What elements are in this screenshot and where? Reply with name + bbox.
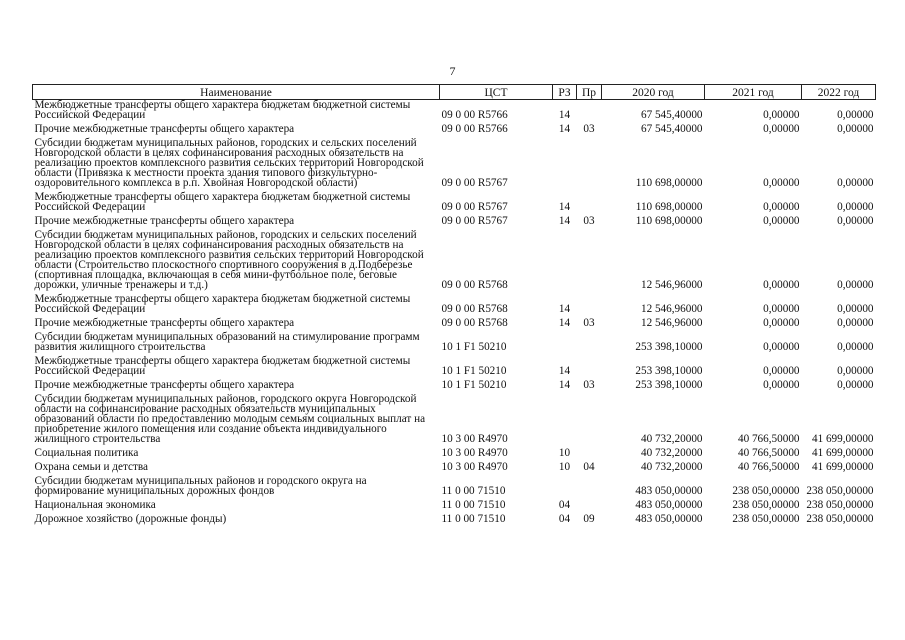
cell-y2020: 483 050,00000 (635, 485, 703, 497)
cell-y2022: 41 699,00000 (811, 447, 874, 459)
header-2022: 2022 год (802, 85, 876, 100)
table-row (33, 500, 876, 514)
cell-cst: 09 0 00 R5767 (441, 215, 508, 227)
cell-cst: 11 0 00 71510 (441, 499, 506, 511)
cell-cst: 09 0 00 R5768 (441, 303, 508, 315)
cell-rz: 14 (558, 379, 571, 391)
cell-y2022: 238 050,00000 (806, 513, 874, 525)
cell-cst: 11 0 00 71510 (441, 513, 506, 525)
cell-cst: 09 0 00 R5767 (441, 201, 508, 213)
cell-y2020: 483 050,00000 (635, 499, 703, 511)
header-2021: 2021 год (705, 85, 802, 100)
cell-cst: 10 3 00 R4970 (441, 461, 508, 473)
header-pr: Пр (577, 85, 602, 100)
cell-rz: 14 (558, 201, 571, 213)
cell-cst: 09 0 00 R5768 (441, 279, 508, 291)
cell-rz: 14 (558, 303, 571, 315)
cell-y2021: 40 766,50000 (737, 461, 800, 473)
cell-y2021: 0,00000 (763, 379, 800, 391)
cell-y2020: 12 546,96000 (640, 317, 703, 329)
cell-y2021: 40 766,50000 (737, 433, 800, 445)
cell-name: Прочие межбюджетные трансферты общего характера (34, 317, 295, 329)
cell-y2021: 0,00000 (763, 317, 800, 329)
cell-cst: 09 0 00 R5766 (441, 109, 508, 121)
cell-rz: 04 (558, 499, 571, 511)
table-row (33, 380, 876, 394)
cell-name: Межбюджетные трансферты общего характера бюджетам бюджетной системы Российской Федерации (34, 293, 411, 315)
cell-pr (577, 332, 602, 356)
cell-y2021: 0,00000 (763, 365, 800, 377)
cell-y2021: 238 050,00000 (732, 499, 800, 511)
cell-y2021: 238 050,00000 (732, 485, 800, 497)
table-row (33, 294, 876, 318)
cell-pr: 03 (583, 317, 595, 329)
table-row (33, 448, 876, 462)
cell-rz: 10 (558, 447, 571, 459)
cell-y2022: 238 050,00000 (806, 499, 874, 511)
table-row (33, 514, 876, 528)
cell-y2020: 40 732,20000 (640, 433, 703, 445)
cell-y2020: 110 698,00000 (635, 177, 703, 189)
cell-y2020: 483 050,00000 (635, 513, 703, 525)
cell-y2020: 40 732,20000 (640, 461, 703, 473)
cell-y2020: 110 698,00000 (635, 215, 703, 227)
cell-y2020: 253 398,10000 (635, 379, 703, 391)
table-row (33, 356, 876, 380)
cell-cst: 11 0 00 71510 (441, 485, 506, 497)
cell-y2021: 0,00000 (763, 215, 800, 227)
table-row (33, 318, 876, 332)
cell-name: Социальная политика (34, 447, 139, 459)
cell-name: Межбюджетные трансферты общего характера бюджетам бюджетной системы Российской Федерации (34, 355, 411, 377)
cell-y2021: 40 766,50000 (737, 447, 800, 459)
cell-name: Охрана семьи и детства (34, 461, 148, 473)
cell-pr: 03 (583, 215, 595, 227)
table-row (33, 476, 876, 500)
cell-y2020: 12 546,96000 (640, 279, 703, 291)
page-number: 7 (449, 64, 456, 78)
cell-name: Субсидии бюджетам муниципальных образований на стимулирование программ развития жилищного строительства (34, 331, 420, 353)
cell-pr: 03 (583, 123, 595, 135)
cell-y2022: 0,00000 (837, 215, 874, 227)
cell-name: Прочие межбюджетные трансферты общего характера (34, 123, 295, 135)
cell-cst: 10 1 F1 50210 (441, 365, 507, 377)
cell-rz (553, 332, 577, 356)
table-header-row (33, 85, 876, 100)
cell-y2020: 253 398,10000 (635, 341, 703, 353)
table-row (33, 138, 876, 192)
cell-rz (553, 476, 577, 500)
cell-y2022: 0,00000 (837, 201, 874, 213)
header-2020: 2020 год (602, 85, 705, 100)
cell-cst: 10 1 F1 50210 (441, 379, 507, 391)
cell-y2021: 0,00000 (763, 201, 800, 213)
cell-y2020: 40 732,20000 (640, 447, 703, 459)
cell-y2022: 41 699,00000 (811, 433, 874, 445)
cell-rz (553, 138, 577, 192)
table-row (33, 394, 876, 448)
cell-y2021: 0,00000 (763, 177, 800, 189)
cell-rz: 10 (558, 461, 571, 473)
cell-pr (577, 192, 602, 216)
header-rz: РЗ (553, 85, 577, 100)
cell-y2021: 0,00000 (763, 109, 800, 121)
cell-cst: 10 3 00 R4970 (441, 447, 508, 459)
cell-y2020: 110 698,00000 (635, 201, 703, 213)
cell-y2022: 238 050,00000 (806, 485, 874, 497)
cell-name: Субсидии бюджетам муниципальных районов, городских и сельских поселений Новгородской области в целях софинансирования расходных обязательств на реализацию проектов комплексного развития сельских территорий Новгородской области (Строительство плоскостного спортивного сооружения в д.Подберезье (спортивная площадка, включающая в себя мини-футбольное поле, беговые дорожки, уличные тренажеры и т.д.) (34, 229, 424, 291)
cell-name: Межбюджетные трансферты общего характера бюджетам бюджетной системы Российской Федерации (34, 191, 411, 213)
cell-y2022: 0,00000 (837, 379, 874, 391)
cell-y2020: 67 545,40000 (640, 123, 703, 135)
cell-y2020: 12 546,96000 (640, 303, 703, 315)
cell-pr: 03 (583, 379, 595, 391)
table-row (33, 230, 876, 294)
cell-pr (577, 294, 602, 318)
header-name: Наименование (33, 85, 440, 100)
cell-pr (577, 476, 602, 500)
cell-pr (577, 500, 602, 514)
cell-name: Национальная экономика (34, 499, 156, 511)
cell-pr: 04 (583, 461, 595, 473)
cell-rz: 14 (558, 317, 571, 329)
cell-y2022: 0,00000 (837, 303, 874, 315)
cell-y2022: 0,00000 (837, 365, 874, 377)
cell-rz: 04 (558, 513, 571, 525)
header-cst: ЦСТ (440, 85, 553, 100)
table-row (33, 100, 876, 125)
cell-y2021: 0,00000 (763, 341, 800, 353)
cell-y2022: 0,00000 (837, 177, 874, 189)
cell-y2022: 0,00000 (837, 279, 874, 291)
cell-rz: 14 (558, 215, 571, 227)
cell-y2022: 0,00000 (837, 109, 874, 121)
cell-pr (577, 356, 602, 380)
cell-pr (577, 138, 602, 192)
cell-rz: 14 (558, 365, 571, 377)
cell-name: Субсидии бюджетам муниципальных районов, городских и сельских поселений Новгородской области в целях софинансирования расходных обязательств на реализацию проектов комплексного развития сельских территорий Новгородской области (Привязка к местности проекта здания типового физкультурно-оздоровительного комплекса в р.п. Хвойная Новгородской области) (34, 137, 424, 189)
cell-pr (577, 230, 602, 294)
cell-name: Субсидии бюджетам муниципальных районов, городского округа Новгородской области на софинансирование расходных обязательств муниципальных образований области по предоставлению молодым семьям социальных выплат на приобретение жилого помещения или создание объекта индивидуального жилищного строительства (34, 393, 426, 445)
cell-y2021: 238 050,00000 (732, 513, 800, 525)
budget-table (32, 84, 876, 528)
cell-cst: 09 0 00 R5768 (441, 317, 508, 329)
table-row (33, 192, 876, 216)
table-row (33, 124, 876, 138)
cell-cst: 09 0 00 R5767 (441, 177, 508, 189)
cell-y2022: 41 699,00000 (811, 461, 874, 473)
cell-cst: 10 1 F1 50210 (441, 341, 507, 353)
cell-cst: 10 3 00 R4970 (441, 433, 508, 445)
cell-y2022: 0,00000 (837, 341, 874, 353)
cell-name: Субсидии бюджетам муниципальных районов и городского округа на формирование муниципальных дорожных фондов (34, 475, 367, 497)
cell-rz: 14 (558, 109, 571, 121)
cell-y2021: 0,00000 (763, 279, 800, 291)
cell-y2021: 0,00000 (763, 303, 800, 315)
table-row (33, 216, 876, 230)
cell-y2022: 0,00000 (837, 123, 874, 135)
cell-pr (577, 448, 602, 462)
cell-cst: 09 0 00 R5766 (441, 123, 508, 135)
cell-rz: 14 (558, 123, 571, 135)
cell-y2020: 67 545,40000 (640, 109, 703, 121)
table-row (33, 332, 876, 356)
table-row (33, 462, 876, 476)
cell-name: Дорожное хозяйство (дорожные фонды) (34, 513, 227, 525)
cell-pr: 09 (583, 513, 595, 525)
cell-name: Прочие межбюджетные трансферты общего характера (34, 379, 295, 391)
cell-name: Прочие межбюджетные трансферты общего характера (34, 215, 295, 227)
cell-pr (577, 100, 602, 125)
cell-rz (553, 394, 577, 448)
cell-y2022: 0,00000 (837, 317, 874, 329)
cell-name: Межбюджетные трансферты общего характера бюджетам бюджетной системы Российской Федерации (34, 99, 411, 121)
cell-y2021: 0,00000 (763, 123, 800, 135)
cell-rz (553, 230, 577, 294)
cell-pr (577, 394, 602, 448)
cell-y2020: 253 398,10000 (635, 365, 703, 377)
